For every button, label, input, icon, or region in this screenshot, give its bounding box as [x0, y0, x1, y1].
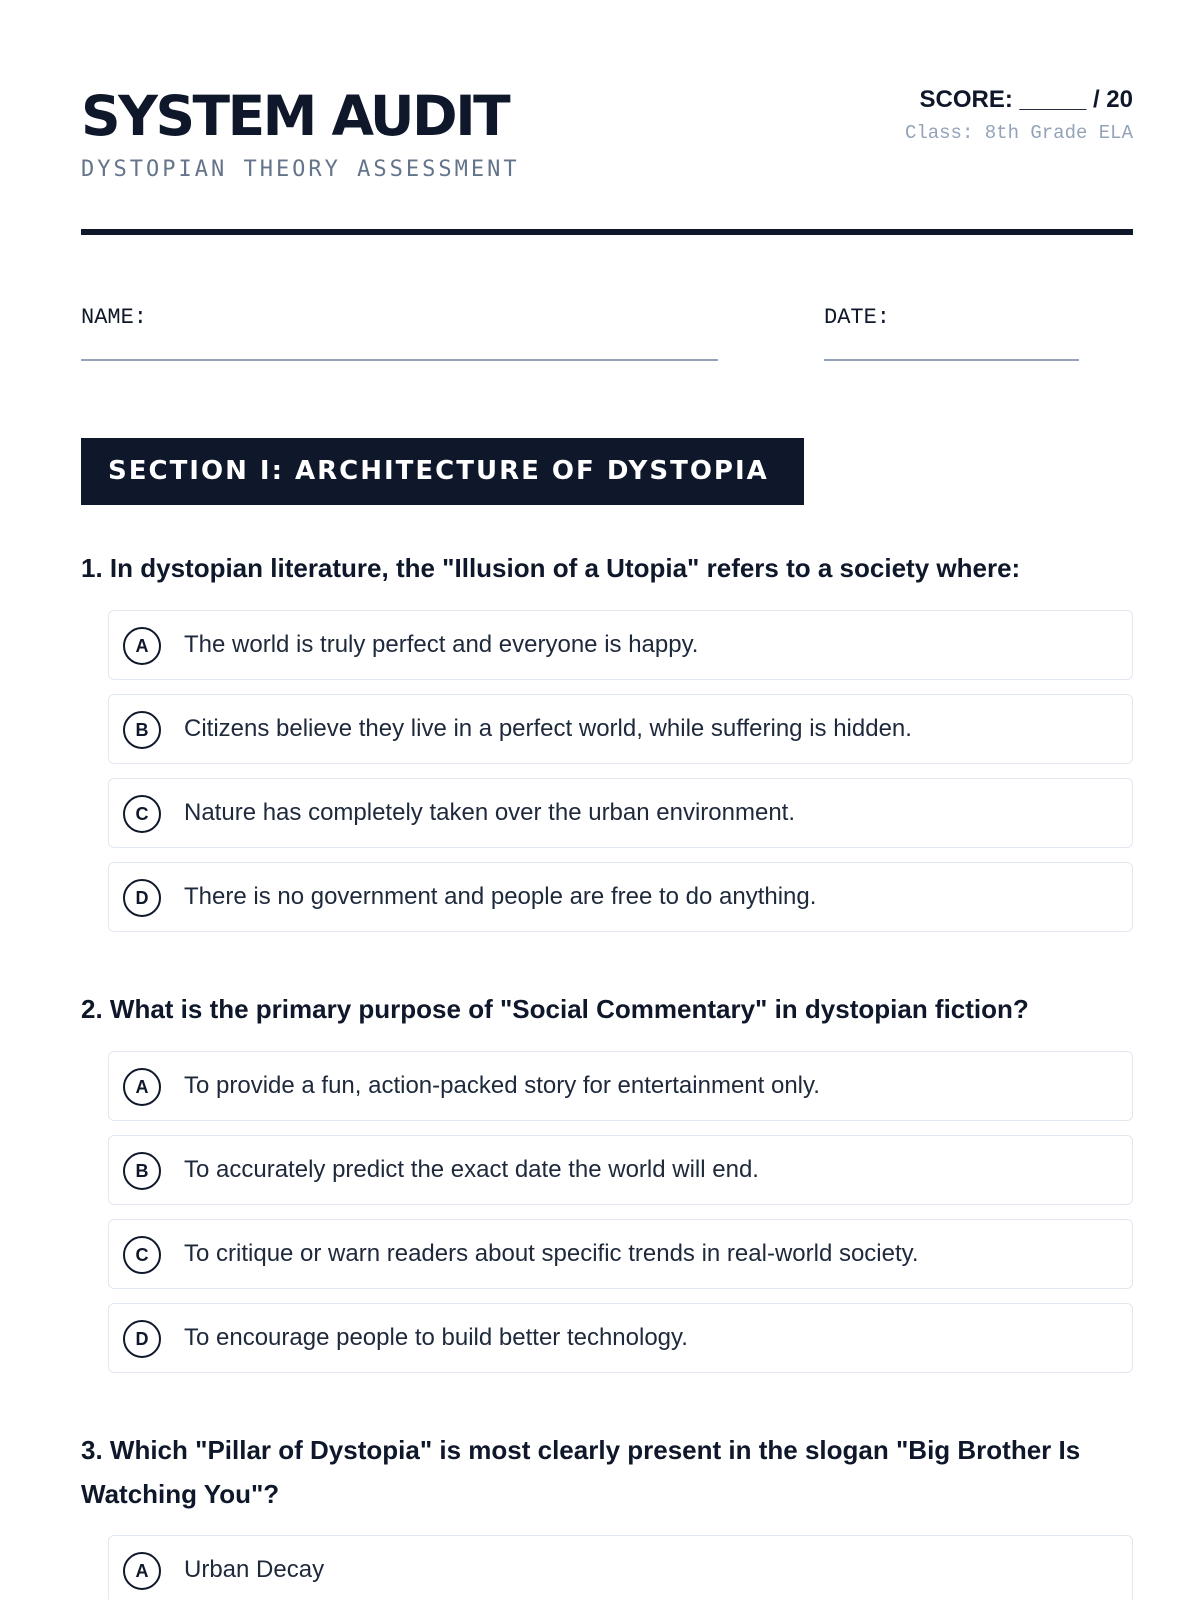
name-blank-line	[81, 359, 718, 361]
option-text: Citizens believe they live in a perfect world, while suffering is hidden.	[184, 715, 912, 742]
date-field	[824, 305, 1084, 331]
page-subtitle: DYSTOPIAN THEORY ASSESSMENT	[81, 157, 520, 182]
option-text: To critique or warn readers about specific trends in real-world society.	[184, 1240, 919, 1267]
option-letter-circle: A	[123, 627, 161, 665]
option-letter-circle: C	[123, 1236, 161, 1274]
q1-option-b[interactable]	[108, 694, 1133, 764]
q3-option-a[interactable]	[108, 1535, 1133, 1600]
score-field: SCORE: _____ / 20	[919, 86, 1133, 113]
question-3	[81, 1428, 1133, 1516]
option-letter-circle: A	[123, 1068, 161, 1106]
q1-option-a[interactable]	[108, 610, 1133, 680]
option-text: There is no government and people are free to do anything.	[184, 883, 817, 910]
q2-option-a[interactable]	[108, 1051, 1133, 1121]
option-text: Nature has completely taken over the urban environment.	[184, 799, 796, 826]
option-text: To provide a fun, action-packed story for entertainment only.	[184, 1072, 820, 1099]
option-text: The world is truly perfect and everyone is happy.	[184, 631, 699, 658]
question-1	[81, 546, 1133, 590]
question-2	[81, 987, 1133, 1031]
worksheet-page	[81, 0, 1133, 1600]
option-letter-circle: D	[123, 1320, 161, 1358]
q2-option-c[interactable]	[108, 1219, 1133, 1289]
name-field	[81, 305, 721, 331]
option-letter-circle: C	[123, 795, 161, 833]
question-text: 3. Which "Pillar of Dystopia" is most clearly present in the slogan "Big Brother Is Watching You"?	[81, 1435, 1081, 1509]
question-text: 1. In dystopian literature, the "Illusion of a Utopia" refers to a society where:	[81, 553, 1021, 583]
option-text: Urban Decay	[184, 1556, 325, 1583]
q1-option-c[interactable]	[108, 778, 1133, 848]
question-text: 2. What is the primary purpose of "Social Commentary" in dystopian fiction?	[81, 994, 1029, 1024]
q1-option-d[interactable]	[108, 862, 1133, 932]
date-label: DATE:	[824, 305, 891, 330]
header-divider	[81, 229, 1133, 235]
option-letter-circle: B	[123, 711, 161, 749]
q2-option-d[interactable]	[108, 1303, 1133, 1373]
option-text: To accurately predict the exact date the world will end.	[184, 1156, 759, 1183]
page-title: SYSTEM AUDIT	[81, 84, 509, 148]
option-letter-circle: B	[123, 1152, 161, 1190]
option-text: To encourage people to build better technology.	[184, 1324, 688, 1351]
worksheet-header	[81, 86, 1133, 206]
option-letter-circle: D	[123, 879, 161, 917]
date-blank-line	[824, 359, 1079, 361]
name-label: NAME:	[81, 305, 148, 330]
option-letter-circle: A	[123, 1552, 161, 1590]
q2-option-b[interactable]	[108, 1135, 1133, 1205]
class-info: Class: 8th Grade ELA	[904, 122, 1133, 144]
section-banner: SECTION I: ARCHITECTURE OF DYSTOPIA	[81, 438, 804, 505]
